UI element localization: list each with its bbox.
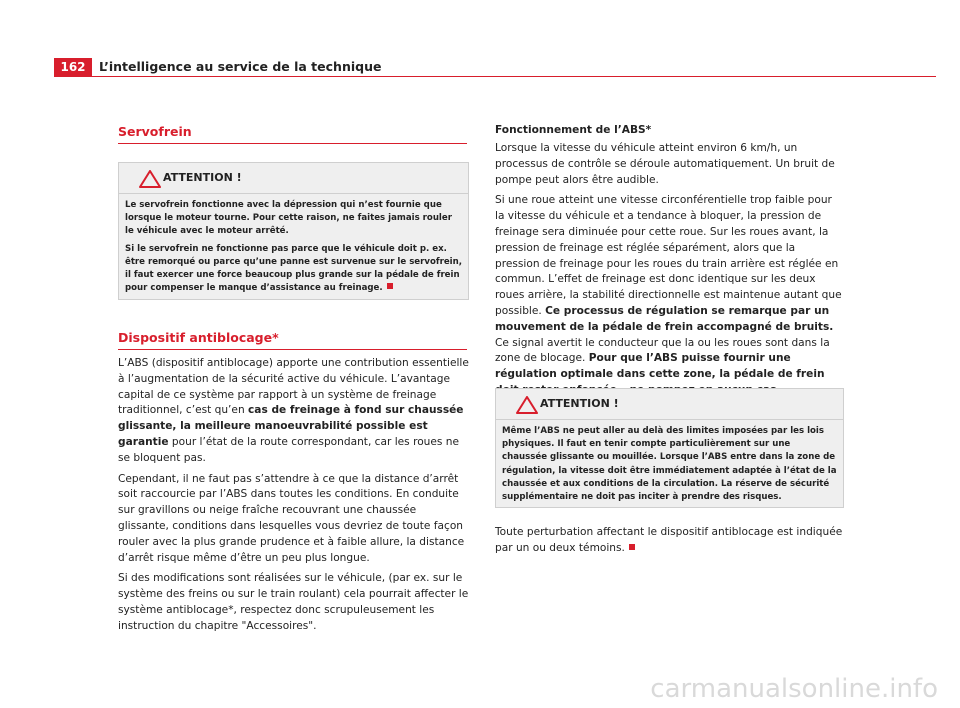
paragraph: Si des modifications sont réalisées sur le véhicule, (par ex. sur le système des freins ou sur le train roulant) cela pourrait affecter le système antiblocage*, respectez donc scrupuleusement les instruction du chapitre "Accessoires". — [118, 572, 469, 632]
warning-body — [125, 199, 462, 299]
paragraph — [495, 193, 843, 398]
text-run: Ce signal avertit le conducteur que la ou les roues sont dans la zone de blocage. — [495, 336, 830, 365]
warning-text: Si le servofrein ne fonctionne pas parce que le véhicule doit p. ex. être remorqué ou parce qu’une panne est survenue sur le servofrein, il faut exercer une force beaucoup plus grande sur la pédale de frein pour compenser le manque d’assistance au freinage. — [125, 243, 463, 294]
paragraph: Cependant, il ne faut pas s’attendre à ce que la distance d’arrêt soit raccourcie par l’ABS dans toutes les conditions. En conduite sur gravillons ou neige fraîche recouvrant une chaussée glissante, conditions dans lesquelles vous devriez de toute façon rouler avec la plus grande prudence et à faible allure, la distance d’arrêt risque même d’être un peu plus longue. — [118, 472, 465, 564]
end-marker-icon — [629, 544, 635, 550]
section-title-antiblocage: Dispositif antiblocage* — [118, 330, 467, 350]
fonctionnement-text — [495, 141, 843, 404]
paragraph: Lorsque la vitesse du véhicule atteint environ 6 km/h, un processus de contrôle se déroule automatiquement. Un bruit de pompe peut alors être audible. — [495, 142, 835, 186]
paragraph — [118, 356, 470, 467]
warning-title: ATTENTION ! — [540, 397, 619, 410]
text-run: Toute perturbation affectant le dispositif antiblocage est indiquée par un ou deux témoins. — [495, 526, 843, 554]
chapter-title: L’intelligence au service de la technique — [99, 59, 382, 74]
end-marker-icon — [387, 283, 393, 289]
bold-text: cas de freinage à fond sur chaussée glissante, la meilleure manoeuvrabilité possible est garantie — [118, 404, 464, 448]
warning-title: ATTENTION ! — [163, 171, 242, 184]
warning-body — [502, 425, 837, 508]
warning-header — [496, 389, 843, 420]
perturbation-text — [495, 525, 843, 562]
bold-text: Ce processus de régulation se remarque par un mouvement de la pédale de frein accompagné de bruits. — [495, 304, 834, 333]
text-run: pour l’état de la route correspondant, car les roues ne se bloquent pas. — [118, 435, 460, 464]
subheading-fonctionnement: Fonctionnement de l’ABS* — [495, 124, 652, 136]
warning-box-servofrein — [118, 162, 469, 300]
warning-header — [119, 163, 468, 194]
bold-text: Pour que l’ABS puisse fournir une régulation optimale dans cette zone, la pédale de frein — [495, 352, 825, 381]
watermark: carmanualsonline.info — [650, 674, 938, 704]
warning-box-abs — [495, 388, 844, 508]
warning-paragraph — [125, 243, 462, 296]
warning-triangle-icon — [516, 396, 538, 414]
header-divider — [54, 76, 936, 77]
paragraph — [495, 525, 843, 557]
page-number: 162 — [54, 58, 92, 76]
warning-triangle-icon — [139, 170, 161, 188]
section-title-servofrein: Servofrein — [118, 124, 467, 144]
warning-paragraph: Même l’ABS ne peut aller au delà des limites imposées par les lois physiques. Il faut en tenir compte particulièrement sur une chaussée glissante ou mouillée. Lorsque l’ABS entre dans la zone de régulation, la vitesse doit être immédiatement adaptée à l’état de la chaussée et aux conditions de la circulation. La réserve de sécurité supplémentaire ne doit pas inciter à prendre des risques. — [502, 426, 837, 503]
warning-paragraph: Le servofrein fonctionne avec la dépression qui n’est fournie que lorsque le moteur tourne. Pour cette raison, ne faites jamais rouler le véhicule avec le moteur arrêté. — [125, 200, 452, 237]
antiblocage-text — [118, 356, 470, 640]
text-run: L’ABS (dispositif antiblocage) apporte une contribution essentielle à l’augmentation de la sécurité active du véhicule. L’avantage capital de ce système par rapport à un système de freinage traditionnel, c’est qu’en — [118, 357, 469, 417]
text-run: Si une roue atteint une vitesse circonférentielle trop faible pour la vitesse du véhicule et a tendance à bloquer, la pression de freinage sera diminuée pour cette roue. Sur les roues avant, la pression de freinage est réglée séparément, alors que la pression de freinage pour les roues du train arrière est réglée en commun. L’effet de freinage est donc identique sur les deux roues arrière, la stabilité directionnelle est maintenue autant que possible. — [495, 194, 842, 317]
